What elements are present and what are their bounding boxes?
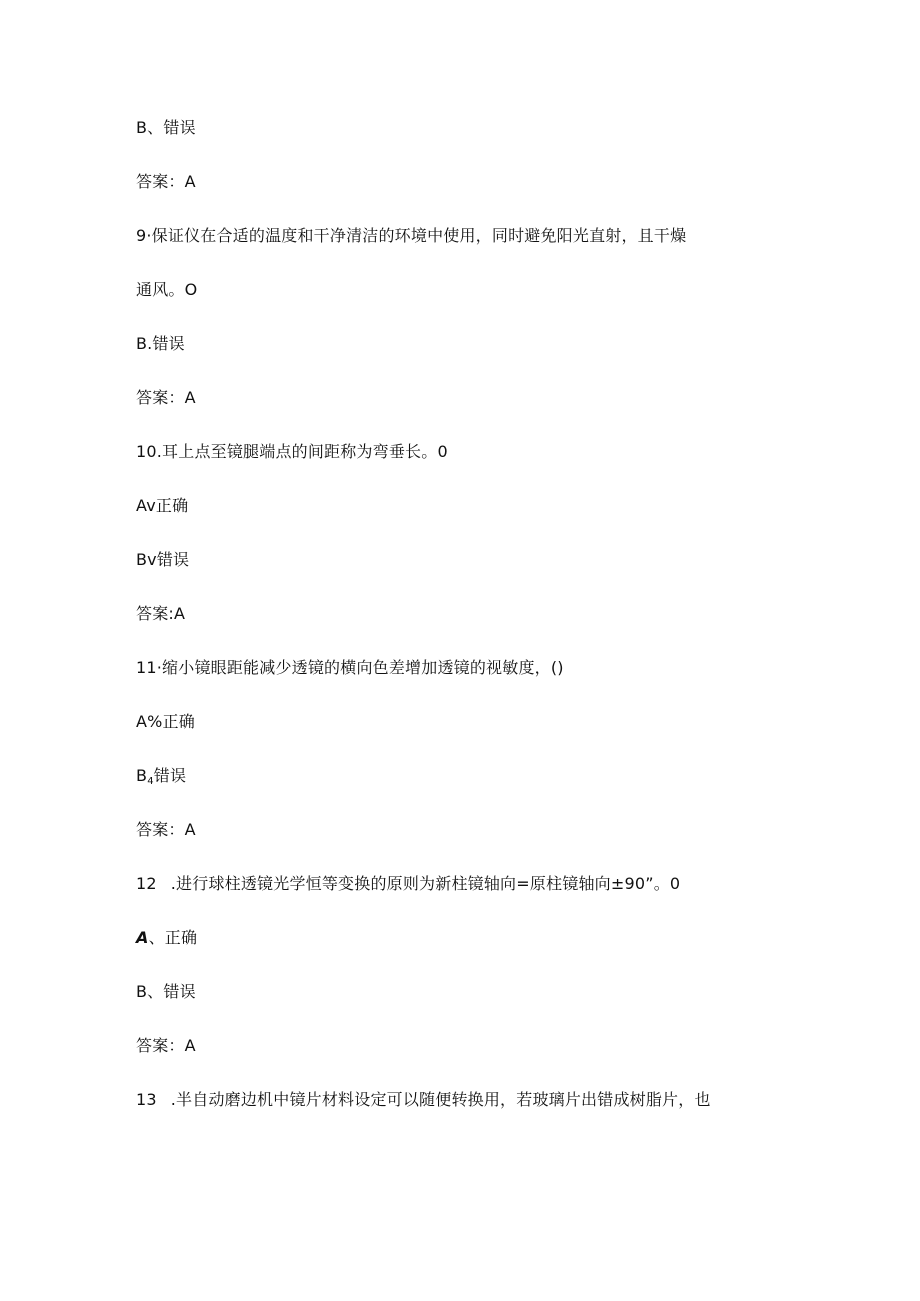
question-number: 12: [136, 874, 157, 893]
option-b-wrong: Bv错误: [136, 550, 190, 569]
question-text: .半自动磨边机中镜片材料设定可以随便转换用，若玻璃片出错成树脂片，也: [170, 1090, 711, 1109]
question-10: 10.耳上点至镜腿端点的间距称为弯垂长。0: [136, 442, 448, 461]
option-text: 、正确: [148, 928, 198, 947]
option-a-correct: [136, 928, 197, 948]
question-9-continued: 通风。O: [136, 280, 198, 299]
option-b-wrong: [136, 766, 186, 792]
answer-line: 答案：A: [136, 1036, 196, 1055]
question-12: [136, 874, 680, 894]
question-11: 11·缩小镜眼距能减少透镜的横向色差增加透镜的视敏度，(): [136, 658, 564, 677]
question-9: 9·保证仪在合适的温度和干净清洁的环境中使用，同时避免阳光直射，且干燥: [136, 226, 687, 245]
answer-line: 答案：A: [136, 388, 196, 407]
answer-line: 答案:A: [136, 604, 186, 623]
answer-line: 答案：A: [136, 172, 196, 191]
option-a-correct: Av正确: [136, 496, 189, 515]
option-letter: A: [136, 928, 149, 947]
option-a-correct: A%正确: [136, 712, 195, 731]
answer-line: 答案：A: [136, 820, 196, 839]
option-letter: B: [136, 766, 148, 785]
option-subscript: 4: [147, 776, 154, 787]
question-13: [136, 1090, 711, 1110]
question-number: 13: [136, 1090, 157, 1109]
option-text: 错误: [153, 766, 187, 785]
option-b-wrong: B.错误: [136, 334, 185, 353]
question-text: .进行球柱透镜光学恒等变换的原则为新柱镜轴向=原柱镜轴向±90”。0: [170, 874, 681, 893]
option-b-wrong: B、错误: [136, 118, 196, 137]
option-b-wrong: B、错误: [136, 982, 196, 1001]
